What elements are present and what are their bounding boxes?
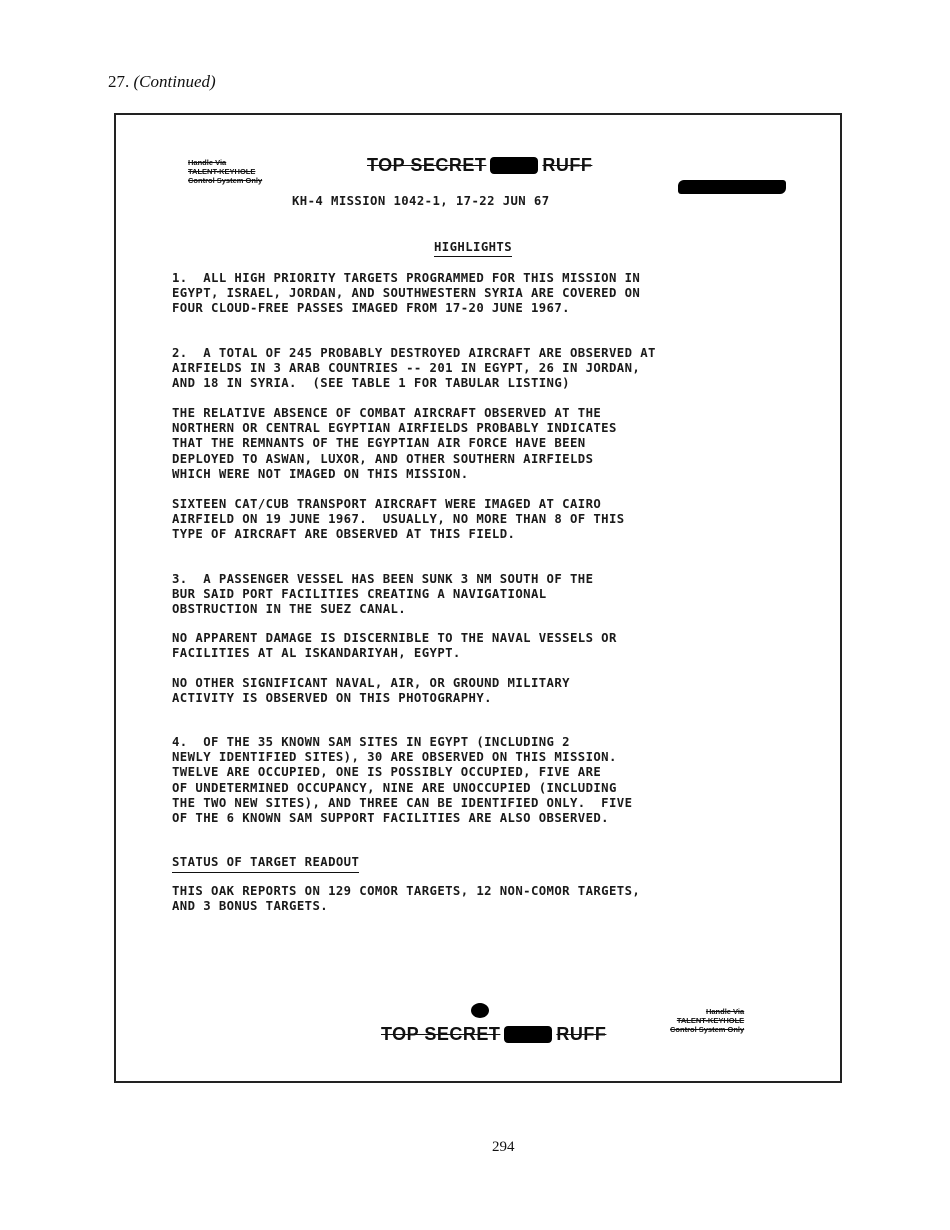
classification-right: RUFF xyxy=(556,1024,607,1044)
stamp-line: Control System Only xyxy=(670,1025,745,1034)
classification-left: TOP SECRET xyxy=(367,155,487,175)
paragraph-3: THE RELATIVE ABSENCE OF COMBAT AIRCRAFT OBSERVED AT THE NORTHERN OR CENTRAL EGYPTIAN AIRFIELDS PROBABLY INDICATES THAT THE REMNANTS OF THE EGYPTIAN AIR FORCE HAVE BEEN DEPLOYED TO ASWAN, LUXOR, AND OTHER SOUTHERN AIRFIELDS WHICH WERE NOT IMAGED ON THIS MISSION. xyxy=(172,406,617,481)
stamp-line: Handle Via xyxy=(188,158,227,167)
classification-marking-bottom xyxy=(381,1024,606,1045)
stamp-line: Handle Via xyxy=(705,1007,745,1016)
redaction-mark xyxy=(490,157,538,174)
item-number: 27. xyxy=(108,72,130,91)
stamp-line: Control System Only xyxy=(188,176,263,185)
paragraph-5: 3. A PASSENGER VESSEL HAS BEEN SUNK 3 NM SOUTH OF THE BUR SAID PORT FACILITIES CREATING A NAVIGATIONAL OBSTRUCTION IN THE SUEZ CANAL. xyxy=(172,572,594,617)
paragraph-7: NO OTHER SIGNIFICANT NAVAL, AIR, OR GROUND MILITARY ACTIVITY IS OBSERVED ON THIS PHOTOGRAPHY. xyxy=(172,676,570,706)
handling-stamp-bottom xyxy=(670,1007,744,1034)
stamp-line: TALENT-KEYHOLE xyxy=(676,1016,745,1025)
paragraph-8: 4. OF THE 35 KNOWN SAM SITES IN EGYPT (INCLUDING 2 NEWLY IDENTIFIED SITES), 30 ARE OBSERVED ON THIS MISSION. TWELVE ARE OCCUPIED, ONE IS POSSIBLY OCCUPIED, FIVE ARE OF UNDETERMINED OCCUPANCY, NINE ARE UNOCCUPIED (INCLUDING THE TWO NEW SITES), AND THREE CAN BE IDENTIFIED ONLY. FIVE OF THE 6 KNOWN SAM SUPPORT FACILITIES ARE ALSO OBSERVED. xyxy=(172,735,633,826)
status-title: STATUS OF TARGET READOUT xyxy=(172,855,359,873)
redaction-mark-footer xyxy=(471,1003,489,1018)
classification-marking-top xyxy=(367,155,592,176)
paragraph-1: 1. ALL HIGH PRIORITY TARGETS PROGRAMMED FOR THIS MISSION IN EGYPT, ISRAEL, JORDAN, AND SOUTHWESTERN SYRIA ARE COVERED ON FOUR CLOUD-FREE PASSES IMAGED FROM 17-20 JUNE 1967. xyxy=(172,271,641,316)
classification-right: RUFF xyxy=(542,155,593,175)
mission-line: KH-4 MISSION 1042-1, 17-22 JUN 67 xyxy=(292,194,550,208)
paragraph-4: SIXTEEN CAT/CUB TRANSPORT AIRCRAFT WERE IMAGED AT CAIRO AIRFIELD ON 19 JUNE 1967. USUALLY, NO MORE THAN 8 OF THIS TYPE OF AIRCRAFT ARE OBSERVED AT THIS FIELD. xyxy=(172,497,625,542)
page-heading xyxy=(108,72,216,92)
page-number: 294 xyxy=(492,1139,515,1155)
stamp-line: TALENT-KEYHOLE xyxy=(188,167,256,176)
handling-stamp-top xyxy=(188,158,262,185)
paragraph-6: NO APPARENT DAMAGE IS DISCERNIBLE TO THE NAVAL VESSELS OR FACILITIES AT AL ISKANDARIYAH, EGYPT. xyxy=(172,631,617,661)
redaction-mark-header xyxy=(678,180,786,194)
redaction-mark xyxy=(504,1026,552,1043)
status-text: THIS OAK REPORTS ON 129 COMOR TARGETS, 12 NON-COMOR TARGETS, AND 3 BONUS TARGETS. xyxy=(172,884,641,914)
paragraph-2: 2. A TOTAL OF 245 PROBABLY DESTROYED AIRCRAFT ARE OBSERVED AT AIRFIELDS IN 3 ARAB COUNTRIES -- 201 IN EGYPT, 26 IN JORDAN, AND 18 IN SYRIA. (SEE TABLE 1 FOR TABULAR LISTING) xyxy=(172,346,656,391)
continued-label: (Continued) xyxy=(133,72,216,91)
classification-left: TOP SECRET xyxy=(381,1024,501,1044)
highlights-title: HIGHLIGHTS xyxy=(434,240,512,257)
